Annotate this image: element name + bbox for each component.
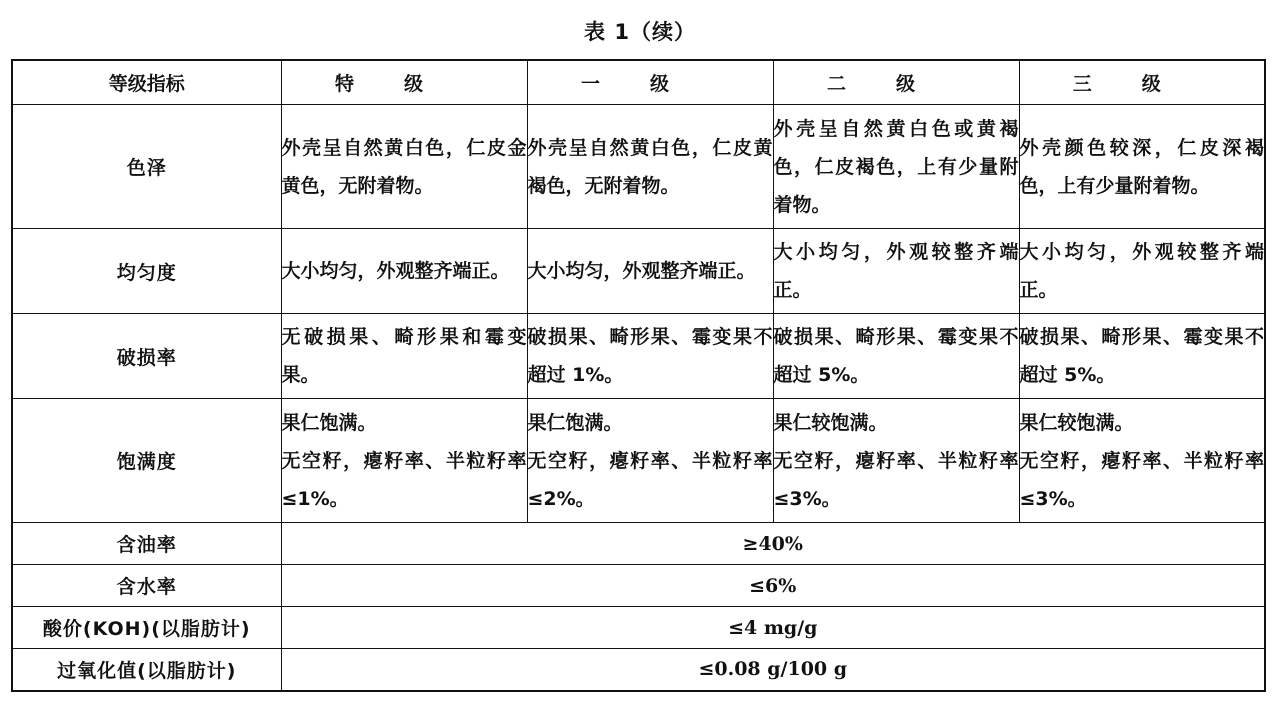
grade-spec-table [11, 59, 1266, 692]
cell-line: 无空籽，瘪籽率、半粒籽率≤2%。 [527, 449, 773, 510]
merged-value-cell: ≤0.08 g/100 g [281, 649, 1265, 691]
header-grade-special: 特级 [281, 60, 527, 105]
header-grade-first: 一级 [527, 60, 773, 105]
table-caption: 表 1（续） [584, 20, 696, 44]
row-label: 破损率 [12, 314, 281, 399]
cell-line: 果仁饱满。 [527, 411, 623, 434]
header-grade-third: 三级 [1019, 60, 1265, 105]
table-row-uniformity [12, 229, 1265, 314]
table-row-color [12, 105, 1265, 229]
table-cell: 大小均匀，外观较整齐端正。 [1019, 229, 1265, 314]
merged-value-cell: ≥40% [281, 523, 1265, 565]
row-label: 色泽 [12, 105, 281, 229]
row-label: 均匀度 [12, 229, 281, 314]
table-cell: 破损果、畸形果、霉变果不超过 1%。 [527, 314, 773, 399]
row-label: 饱满度 [12, 399, 281, 523]
cell-line: 果仁较饱满。 [773, 411, 888, 434]
row-label: 含水率 [12, 565, 281, 607]
row-label: 含油率 [12, 523, 281, 565]
table-cell: 大小均匀，外观整齐端正。 [527, 229, 773, 314]
table-cell: 破损果、畸形果、霉变果不超过 5%。 [773, 314, 1019, 399]
cell-line: 无空籽，瘪籽率、半粒籽率≤1%。 [281, 449, 527, 510]
table-cell [527, 399, 773, 523]
merged-value-cell: ≤6% [281, 565, 1265, 607]
table-cell: 外壳呈自然黄白色，仁皮黄褐色，无附着物。 [527, 105, 773, 229]
table-cell [773, 399, 1019, 523]
table-row-acid-value [12, 607, 1265, 649]
cell-line: 果仁较饱满。 [1019, 411, 1134, 434]
cell-line: 果仁饱满。 [281, 411, 377, 434]
table-cell: 无破损果、畸形果和霉变果。 [281, 314, 527, 399]
merged-value-cell: ≤4 mg/g [281, 607, 1265, 649]
table-row-peroxide-value [12, 649, 1265, 691]
table-header-row [12, 60, 1265, 105]
header-indicator: 等级指标 [12, 60, 281, 105]
table-cell: 外壳呈自然黄白色，仁皮金黄色，无附着物。 [281, 105, 527, 229]
table-row-oil-content [12, 523, 1265, 565]
cell-line: 无空籽，瘪籽率、半粒籽率≤3%。 [773, 449, 1019, 510]
header-grade-second: 二级 [773, 60, 1019, 105]
table-cell [281, 399, 527, 523]
row-label: 过氧化值(以脂肪计) [12, 649, 281, 691]
cell-line: 无空籽，瘪籽率、半粒籽率≤3%。 [1019, 449, 1264, 510]
table-row-moisture-content [12, 565, 1265, 607]
table-cell: 外壳呈自然黄白色或黄褐色，仁皮褐色，上有少量附着物。 [773, 105, 1019, 229]
row-label: 酸价(KOH)(以脂肪计) [12, 607, 281, 649]
table-cell [1019, 399, 1265, 523]
table-row-damage-rate [12, 314, 1265, 399]
table-cell: 大小均匀，外观整齐端正。 [281, 229, 527, 314]
table-row-plumpness [12, 399, 1265, 523]
table-cell: 破损果、畸形果、霉变果不超过 5%。 [1019, 314, 1265, 399]
table-cell: 外壳颜色较深，仁皮深褐色，上有少量附着物。 [1019, 105, 1265, 229]
table-cell: 大小均匀，外观较整齐端正。 [773, 229, 1019, 314]
